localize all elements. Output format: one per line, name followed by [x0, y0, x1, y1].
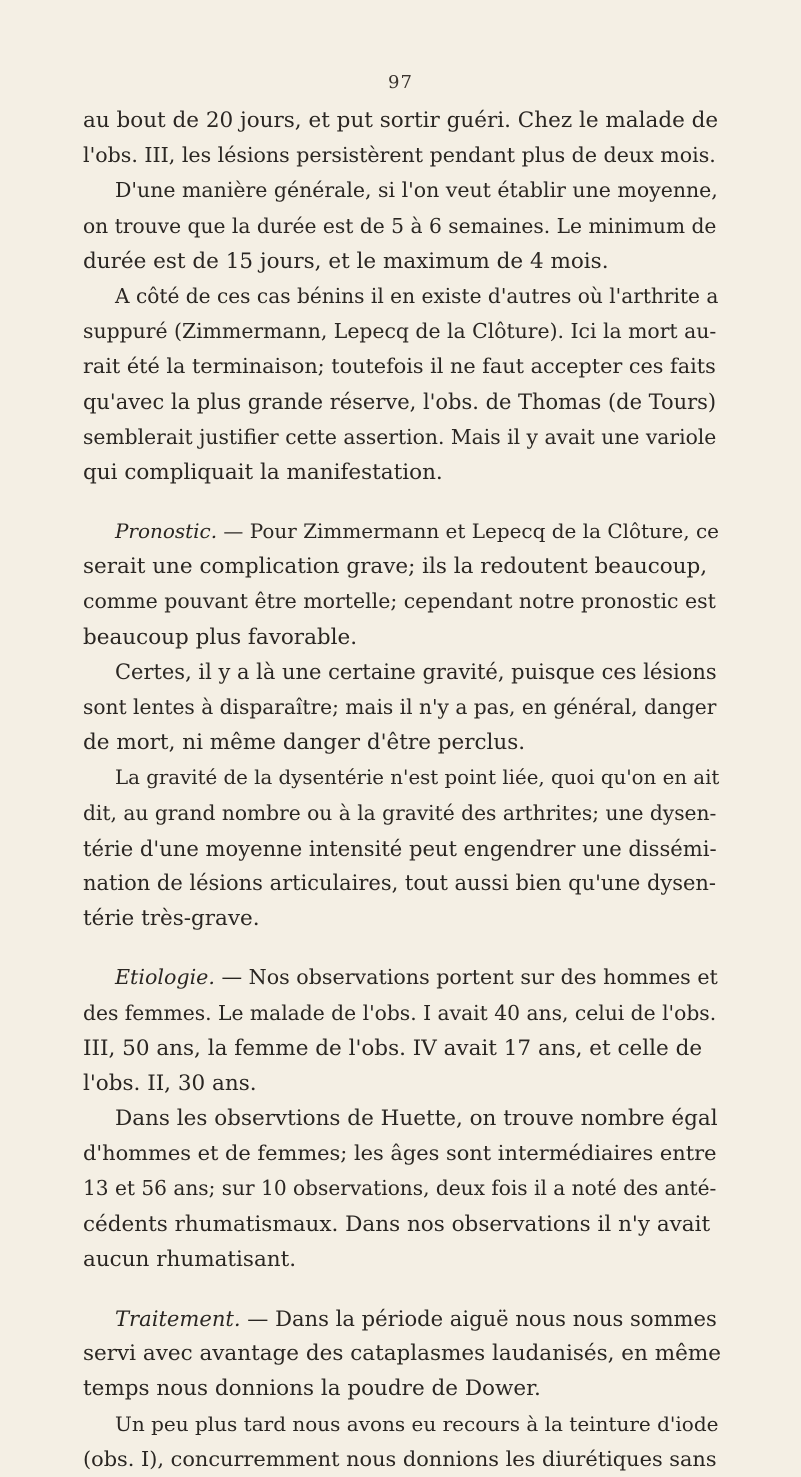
paragraph: [83, 1407, 723, 1477]
text-line: beaucoup plus favorable.: [83, 624, 358, 650]
paragraph: [83, 1301, 723, 1407]
text-line: suppuré (Zimmermann, Lepecq de la Clôture). Ici la mort au-: [83, 319, 717, 344]
text-line: aucun rhumatisant.: [83, 1246, 297, 1272]
text-line: servi avec avantage des cataplasmes laudanisés, en même: [83, 1341, 721, 1367]
text-line: [83, 1301, 723, 1336]
text-line: La gravité de la dysentérie n'est point liée, quoi qu'on en ait: [115, 766, 720, 790]
text-line: térie d'une moyenne intensité peut engendrer une dissémi-: [83, 835, 717, 861]
text-line: temps nous donnions la poudre de Dower.: [83, 1376, 541, 1402]
heading-line-rest: — Nos observations portent sur des hommes et: [214, 965, 718, 990]
heading-line-rest: — Pour Zimmermann et Lepecq de la Clôture, ce: [217, 519, 719, 544]
text-line: nation de lésions articulaires, tout aussi bien qu'une dysen-: [83, 870, 716, 895]
text-line: des femmes. Le malade de l'obs. I avait 40 ans, celui de l'obs.: [83, 1000, 717, 1025]
text-line: comme pouvant être mortelle; cependant notre pronostic est: [83, 589, 716, 614]
text-line: l'obs. II, 30 ans.: [83, 1070, 257, 1096]
text-line: semblerait justifier cette assertion. Mais il y avait une variole: [83, 424, 717, 449]
section-gap: [83, 936, 723, 960]
text-line: de mort, ni même danger d'être perclus.: [83, 730, 526, 756]
text-line: qu'avec la plus grande réserve, l'obs. de Thomas (de Tours): [83, 389, 717, 414]
text-line: III, 50 ans, la femme de l'obs. IV avait 17 ans, et celle de: [83, 1035, 703, 1061]
text-line: Un peu plus tard nous avons eu recours à la teinture d'iode: [115, 1411, 719, 1436]
paragraph: [83, 1101, 723, 1277]
paragraph: [83, 514, 723, 655]
text-line: au bout de 20 jours, et put sortir guéri. Chez le malade de: [83, 108, 719, 133]
body-text: [83, 103, 723, 1477]
text-line: durée est de 15 jours, et le maximum de 4 mois.: [83, 248, 609, 274]
text-line: 13 et 56 ans; sur 10 observations, deux fois il a noté des anté-: [83, 1176, 717, 1201]
section-gap: [83, 490, 723, 514]
section-gap: [83, 1277, 723, 1301]
text-line: A côté de ces cas bénins il en existe d'autres où l'arthrite a: [115, 283, 719, 308]
text-line: d'hommes et de femmes; les âges sont intermédiaires entre: [83, 1141, 717, 1166]
paragraph: [83, 960, 723, 1101]
text-line: on trouve que la durée est de 5 à 6 semaines. Le minimum de: [83, 213, 717, 238]
paragraph: [83, 103, 723, 173]
paragraph: [83, 279, 723, 490]
text-line: qui compliquait la manifestation.: [83, 459, 443, 485]
text-line: Certes, il y a là une certaine gravité, puisque ces lésions: [115, 659, 717, 684]
paragraph: [83, 760, 723, 936]
paragraph: [83, 173, 723, 279]
text-line: Dans les observtions de Huette, on trouve nombre égal: [115, 1106, 718, 1132]
text-line: térie très-grave.: [83, 906, 260, 932]
text-line: serait une complication grave; ils la redoutent beaucoup,: [83, 554, 708, 580]
text-line: l'obs. III, les lésions persistèrent pendant plus de deux mois.: [83, 143, 716, 168]
text-line: [83, 960, 723, 995]
page-number: 97: [388, 72, 413, 93]
text-line: (obs. I), concurremment nous donnions les diurétiques sans: [83, 1446, 717, 1471]
text-line: cédents rhumatismaux. Dans nos observations il n'y avait: [83, 1211, 711, 1237]
text-line: sont lentes à disparaître; mais il n'y a pas, en général, danger: [83, 695, 717, 719]
text-line: [83, 514, 723, 549]
paragraph: [83, 655, 723, 761]
section-heading-traitement: Traitement.: [115, 1306, 241, 1331]
text-line: rait été la terminaison; toutefois il ne faut accepter ces faits: [83, 354, 716, 379]
section-heading-pronostic: Pronostic.: [115, 519, 218, 544]
text-line: dit, au grand nombre ou à la gravité des arthrites; une dysen-: [83, 800, 717, 825]
section-heading-etiologie: Etiologie.: [115, 965, 215, 990]
heading-line-rest: — Dans la période aiguë nous nous sommes: [240, 1306, 717, 1331]
text-line: D'une manière générale, si l'on veut établir une moyenne,: [115, 178, 718, 203]
